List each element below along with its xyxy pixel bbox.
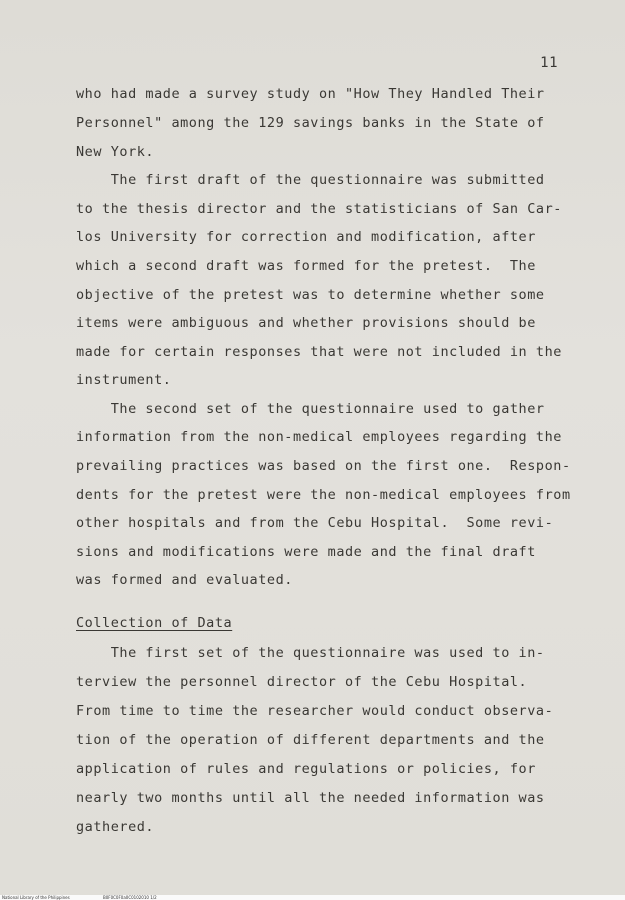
text-line: items were ambiguous and whether provisions should be: [76, 315, 536, 331]
scan-footer: [0, 895, 625, 900]
text-line: The second set of the questionnaire used to gather: [76, 401, 545, 417]
text-line: The first set of the questionnaire was used to in-: [76, 645, 545, 661]
page-number: 11: [540, 55, 558, 71]
text-line: to the thesis director and the statisticians of San Car-: [76, 201, 562, 217]
text-line: prevailing practices was based on the first one. Respon-: [76, 458, 571, 474]
text-line: instrument.: [76, 372, 172, 388]
text-line: other hospitals and from the Cebu Hospital. Some revi-: [76, 515, 554, 531]
section-heading: Collection of Data: [76, 615, 233, 631]
text-line: sions and modifications were made and the final draft: [76, 544, 536, 560]
text-line: terview the personnel director of the Cebu Hospital.: [76, 674, 528, 690]
text-line: information from the non-medical employees regarding the: [76, 429, 562, 445]
text-line: gathered.: [76, 819, 155, 835]
text-line: Personnel" among the 129 savings banks in the State of: [76, 115, 545, 131]
text-line: who had made a survey study on "How They Handled Their: [76, 86, 545, 102]
footer-library: National Library of the Philippines: [2, 895, 70, 900]
text-line: which a second draft was formed for the pretest. The: [76, 258, 536, 274]
text-line: was formed and evaluated.: [76, 572, 293, 588]
text-line: application of rules and regulations or policies, for: [76, 761, 536, 777]
text-line: los University for correction and modification, after: [76, 229, 536, 245]
footer-code: B0F0C0F0a0C0102010 1/2: [103, 895, 157, 900]
text-line: nearly two months until all the needed information was: [76, 790, 545, 806]
text-line: objective of the pretest was to determine whether some: [76, 287, 545, 303]
text-line: The first draft of the questionnaire was submitted: [76, 172, 545, 188]
text-line: tion of the operation of different departments and the: [76, 732, 545, 748]
text-line: dents for the pretest were the non-medical employees from: [76, 487, 571, 503]
text-line: New York.: [76, 144, 155, 160]
text-line: made for certain responses that were not included in the: [76, 344, 562, 360]
text-line: From time to time the researcher would conduct observa-: [76, 703, 554, 719]
